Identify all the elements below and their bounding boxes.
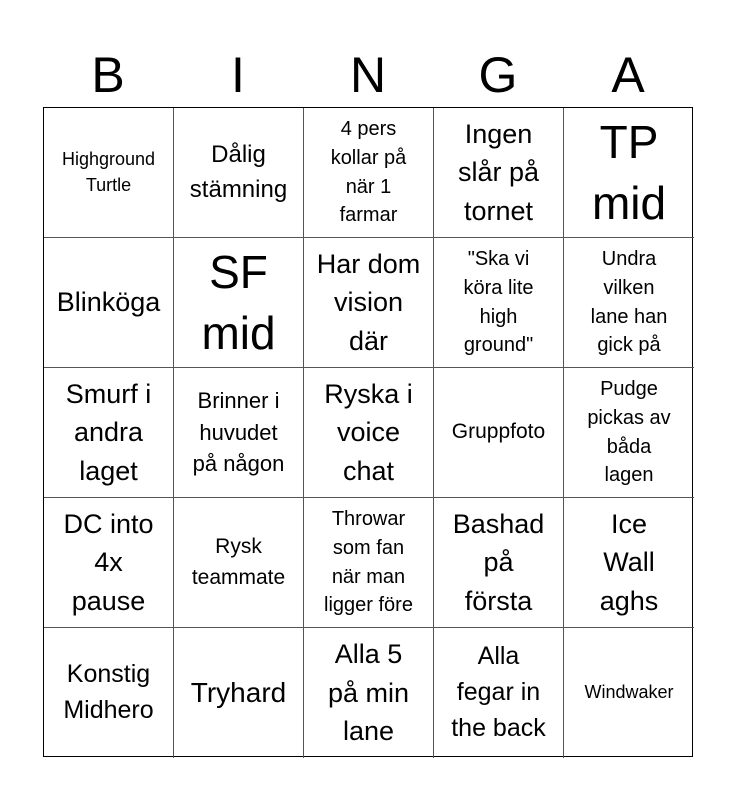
bingo-cell[interactable]: Bashad på första xyxy=(434,498,564,628)
bingo-cell[interactable]: Undra vilken lane han gick på xyxy=(564,238,694,368)
bingo-cell[interactable]: Ice Wall aghs xyxy=(564,498,694,628)
bingo-cell[interactable]: Highground Turtle xyxy=(44,108,174,238)
bingo-cell[interactable]: SF mid xyxy=(174,238,304,368)
bingo-cell[interactable]: Windwaker xyxy=(584,682,674,703)
bingo-cell[interactable]: Blinköga xyxy=(44,238,174,368)
bingo-cell[interactable]: TP mid xyxy=(564,108,694,238)
bingo-cell[interactable]: Pudge pickas av båda lagen xyxy=(564,368,694,498)
bingo-cell[interactable]: Dålig stämning xyxy=(174,108,304,238)
bingo-cell[interactable]: Alla 5 på min lane xyxy=(304,628,434,758)
bingo-cell[interactable]: Alla fegar in the back xyxy=(434,628,564,758)
bingo-cell[interactable]: Konstig Midhero xyxy=(44,628,174,758)
bingo-cell[interactable]: Throwar som fan när man ligger före xyxy=(304,498,434,628)
bingo-cell[interactable]: Smurf i andra laget xyxy=(44,368,174,498)
header-letter: N xyxy=(349,47,387,103)
bingo-cell[interactable]: Rysk teammate xyxy=(174,498,304,628)
bingo-cell[interactable]: Ingen slår på tornet xyxy=(434,108,564,238)
bingo-cell[interactable]: Ryska i voice chat xyxy=(304,368,434,498)
bingo-cell[interactable]: Har dom vision där xyxy=(304,238,434,368)
bingo-cell[interactable]: 4 pers kollar på när 1 farmar xyxy=(304,108,434,238)
bingo-grid xyxy=(43,107,693,757)
header-letter: I xyxy=(231,47,245,103)
bingo-cell[interactable]: Tryhard xyxy=(174,628,304,758)
bingo-cell[interactable]: DC into 4x pause xyxy=(44,498,174,628)
header-letter: A xyxy=(611,47,645,103)
bingo-cell[interactable]: Brinner i huvudet på någon xyxy=(174,368,304,498)
bingo-cell[interactable]: Gruppfoto xyxy=(434,368,564,498)
header-letter: G xyxy=(478,47,518,103)
header-letter: B xyxy=(91,47,125,103)
bingo-cell[interactable]: "Ska vi köra lite high ground" xyxy=(434,238,564,368)
bingo-header xyxy=(43,42,693,108)
